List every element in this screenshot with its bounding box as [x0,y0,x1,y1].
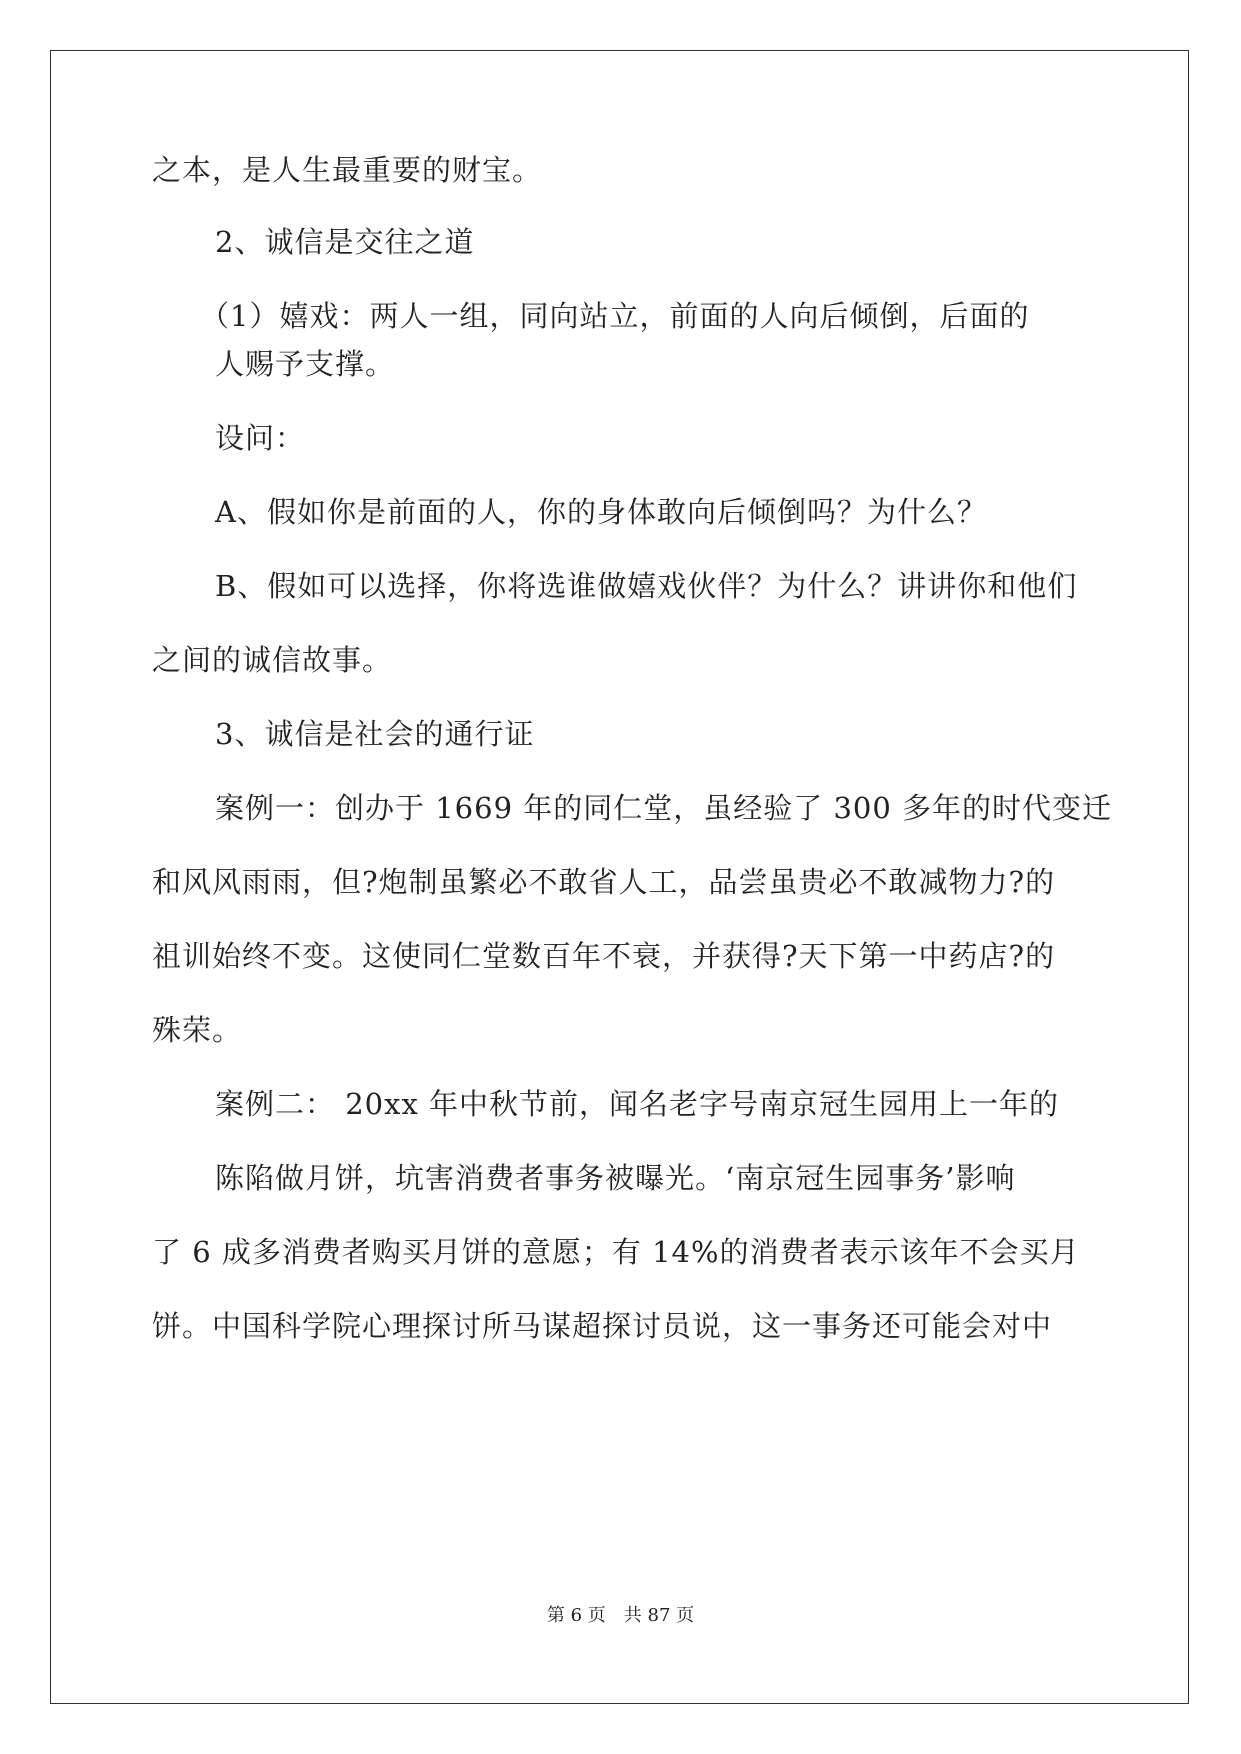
text-line: B、假如可以选择，你将选谁做嬉戏伙伴？为什么？讲讲你和他们 [215,569,1078,603]
text-line: 饼。中国科学院心理探讨所马谋超探讨员说，这一事务还可能会对中 [152,1309,1053,1343]
text-line: 和风风雨雨，但?炮制虽繁必不敢省人工，品尝虽贵必不敢减物力?的 [152,865,1056,899]
text-line: 设问： [215,421,306,455]
text-line: 了 6 成多消费者购买月饼的意愿；有 14%的消费者表示该年不会买月 [152,1235,1080,1269]
text-line: 陈陷做月饼，坑害消费者事务被曝光。‘南京冠生园事务’影响 [215,1161,1016,1195]
section-heading: 2、诚信是交往之道 [215,225,475,259]
text-line: 人赐予支撑。 [215,347,396,381]
text-line: 案例一：创办于 1669 年的同仁堂，虽经验了 300 多年的时代变迁 [215,791,1113,825]
text-line: A、假如你是前面的人，你的身体敢向后倾倒吗？为什么？ [215,495,987,529]
text-line: 殊荣。 [152,1013,243,1047]
text-line: 之本，是人生最重要的财宝。 [152,153,543,187]
section-heading: 3、诚信是社会的通行证 [215,717,535,751]
text-line: 之间的诚信故事。 [152,643,393,677]
text-line: 祖训始终不变。这使同仁堂数百年不衰，并获得?天下第一中药店?的 [152,939,1056,973]
text-line: 案例二： 20xx 年中秋节前，闻名老字号南京冠生园用上一年的 [215,1087,1060,1121]
text-line: （1）嬉戏：两人一组，同向站立，前面的人向后倾倒，后面的 [200,299,1030,333]
page-number-footer: 第 6 页 共 87 页 [546,1605,695,1626]
